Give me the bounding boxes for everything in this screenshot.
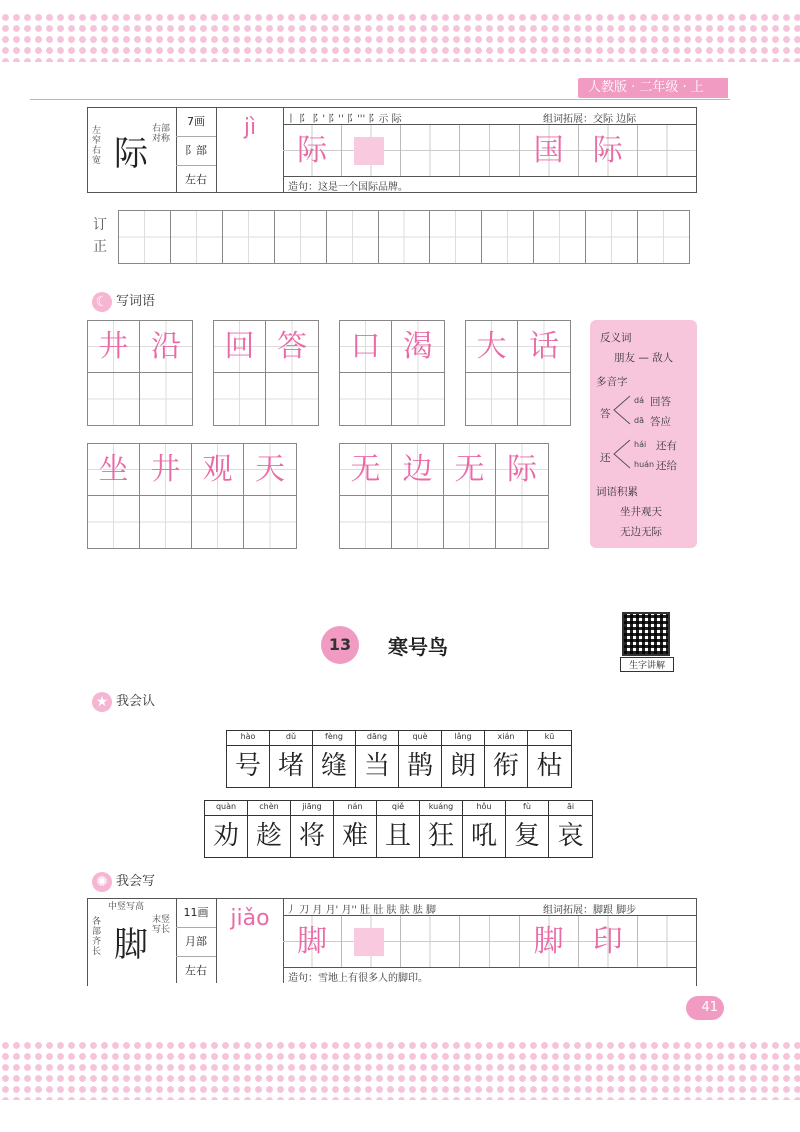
recognize-char	[334, 801, 377, 857]
recognize-char	[420, 801, 463, 857]
pinyin: fèng	[313, 732, 355, 746]
char-info	[176, 108, 217, 192]
practice-cell[interactable]	[283, 125, 342, 176]
example-sentence: 造句：雪地上有很多人的脚印。	[288, 973, 428, 984]
pinyin: jì	[217, 108, 284, 192]
write-cell[interactable]	[244, 496, 296, 548]
poly-char-da: 答	[600, 408, 611, 420]
qr-code-icon[interactable]	[622, 612, 670, 656]
pinyin: jiǎo	[217, 899, 284, 983]
write-cell[interactable]	[444, 496, 495, 548]
trace-block	[354, 928, 384, 956]
write-cell[interactable]	[88, 496, 139, 548]
correction-cell[interactable]	[223, 211, 275, 263]
stroke-order: 丨 阝 阝' 阝'' 阝''' 阝示 际	[286, 114, 402, 125]
poly-word: 答应	[650, 416, 671, 428]
correction-cell[interactable]	[275, 211, 327, 263]
pinyin: xián	[485, 732, 527, 746]
stroke-count: 11画	[176, 899, 216, 928]
practice-cells	[283, 916, 696, 967]
pinyin: āi	[549, 802, 592, 816]
practice-cell[interactable]	[579, 125, 638, 176]
pinyin: fù	[506, 802, 548, 816]
recognize-char	[549, 801, 592, 857]
correction-cell[interactable]	[327, 211, 379, 263]
pinyin: qiě	[377, 802, 419, 816]
pinyin: dāng	[356, 732, 398, 746]
word-char: 坐	[88, 444, 139, 496]
pinyin: lǎng	[442, 732, 484, 746]
correction-cell[interactable]	[171, 211, 223, 263]
correction-cell[interactable]	[638, 211, 689, 263]
poly-word: 回答	[650, 396, 671, 408]
practice-cell[interactable]	[460, 916, 519, 967]
stroke-order: 丿 刀 月 月' 月'' 肚 肚 肤 肤 胠 脚	[286, 905, 437, 916]
char-box	[88, 899, 177, 983]
edition-tag: 人教版 · 二年级 · 上	[578, 78, 728, 98]
cell-text: 印	[592, 924, 623, 959]
notes-panel	[590, 320, 697, 548]
write-cell[interactable]	[518, 373, 570, 425]
practice-cell[interactable]	[401, 916, 460, 967]
hanzi: 朗	[449, 751, 476, 781]
word-char: 边	[392, 444, 443, 496]
word-grid	[213, 320, 319, 426]
hanzi: 枯	[536, 751, 563, 781]
recognize-char	[377, 801, 420, 857]
word-char: 口	[340, 321, 391, 373]
idiom-grid	[87, 443, 297, 549]
star-icon: ★	[92, 692, 112, 712]
hanzi: 哀	[557, 821, 584, 851]
pinyin: hǒu	[463, 802, 505, 816]
word-char: 渴	[392, 321, 444, 373]
radical: 阝部	[176, 137, 216, 166]
write-cell[interactable]	[140, 496, 191, 548]
polyphone-title: 多音字	[596, 376, 628, 388]
word-char: 大	[466, 321, 517, 373]
hanzi: 当	[363, 751, 390, 781]
hanzi: 难	[341, 821, 368, 851]
correction-cell[interactable]	[379, 211, 431, 263]
poly-word: 还给	[656, 460, 677, 472]
pinyin: hái	[634, 440, 647, 449]
recognize-char	[313, 731, 356, 787]
char-card-ji	[87, 107, 697, 193]
hanzi: 劝	[212, 821, 239, 851]
pinyin: huán	[634, 460, 655, 469]
recognize-char	[270, 731, 313, 787]
word-char: 回	[214, 321, 265, 373]
correction-cell[interactable]	[430, 211, 482, 263]
word-grid	[339, 320, 445, 426]
hanzi: 狂	[427, 821, 454, 851]
write-words-heading	[92, 290, 155, 312]
pinyin: què	[399, 732, 441, 746]
word-char: 际	[496, 444, 548, 496]
word-char: 观	[192, 444, 243, 496]
recognize-heading	[92, 690, 155, 712]
recognize-char	[442, 731, 485, 787]
main-char: 际	[114, 134, 148, 174]
bracket-icon	[612, 438, 632, 470]
practice-cell[interactable]	[579, 916, 638, 967]
write-cell[interactable]	[88, 373, 139, 425]
antonym-title: 反义词	[600, 332, 632, 344]
write-cell[interactable]	[214, 373, 265, 425]
row-divider-bottom	[283, 176, 696, 177]
recognize-row-1	[226, 730, 572, 788]
hanzi: 号	[234, 751, 261, 781]
header-divider	[30, 99, 730, 100]
correction-cell[interactable]	[534, 211, 586, 263]
lesson-number: 13	[321, 626, 359, 664]
word-char: 天	[244, 444, 296, 496]
sun-icon: ✺	[92, 872, 112, 892]
correction-grid[interactable]	[118, 210, 690, 264]
hanzi: 堵	[277, 751, 304, 781]
word-extension: 组词拓展：脚跟 脚步	[543, 905, 637, 916]
hanzi: 衔	[492, 751, 519, 781]
practice-cell[interactable]	[638, 916, 696, 967]
idiom: 无边无际	[620, 526, 662, 538]
idiom-title: 词语积累	[596, 486, 638, 498]
hanzi: 且	[384, 821, 411, 851]
write-cell[interactable]	[392, 496, 443, 548]
moon-icon: ☾	[92, 292, 112, 312]
qr-label: 生字讲解	[620, 657, 674, 672]
write-cell[interactable]	[392, 373, 444, 425]
cell-text: 际	[297, 133, 328, 168]
practice-cell[interactable]	[342, 916, 401, 967]
bracket-icon	[612, 394, 632, 426]
top-note: 中竖写高	[108, 902, 145, 912]
pinyin: dá	[634, 396, 644, 405]
heading-text: 写词语	[116, 294, 156, 309]
recognize-char	[291, 801, 334, 857]
pinyin: hào	[227, 732, 269, 746]
recognize-char	[528, 731, 571, 787]
heading-text: 我会写	[116, 874, 156, 889]
hanzi: 鹊	[406, 751, 433, 781]
hanzi: 将	[298, 821, 325, 851]
heading-text: 我会认	[116, 694, 156, 709]
recognize-char	[227, 731, 270, 787]
lesson-title: 寒号鸟	[388, 635, 448, 659]
radical-note: 末竖写长	[152, 915, 171, 935]
hanzi: 趁	[255, 821, 282, 851]
cell-text: 脚	[533, 924, 564, 959]
pinyin: kū	[528, 732, 571, 746]
word-char: 井	[88, 321, 139, 373]
poly-word: 还有	[656, 440, 677, 452]
structure-note: 左窄右宽	[92, 126, 102, 166]
write-cell[interactable]	[266, 373, 318, 425]
pinyin: chèn	[248, 802, 290, 816]
practice-cell[interactable]	[638, 125, 696, 176]
practice-cell[interactable]	[520, 125, 579, 176]
practice-cells	[283, 125, 696, 176]
practice-cell[interactable]	[342, 125, 401, 176]
idiom-grid	[339, 443, 549, 549]
pinyin: jiāng	[291, 802, 333, 816]
recognize-char	[356, 731, 399, 787]
recognize-char	[205, 801, 248, 857]
recognize-char	[463, 801, 506, 857]
example-sentence: 造句：这是一个国际品牌。	[288, 182, 408, 193]
pinyin: nán	[334, 802, 376, 816]
write-chars-heading	[92, 870, 155, 892]
write-cell[interactable]	[192, 496, 243, 548]
structure-position: 左右	[185, 173, 207, 186]
write-cell[interactable]	[340, 373, 391, 425]
bottom-dot-band	[0, 1040, 800, 1100]
word-char: 井	[140, 444, 191, 496]
word-extension: 组词拓展：交际 边际	[543, 114, 637, 125]
pinyin: quàn	[205, 802, 247, 816]
row-divider-bottom	[283, 967, 696, 968]
hanzi: 缝	[320, 751, 347, 781]
pinyin: kuáng	[420, 802, 462, 816]
stroke-count: 7画	[176, 108, 216, 137]
pinyin: dǔ	[270, 732, 312, 746]
recognize-char	[506, 801, 549, 857]
page-number: 41	[686, 996, 724, 1020]
correction-cell[interactable]	[119, 211, 171, 263]
pinyin: dā	[634, 416, 644, 425]
practice-cell[interactable]	[401, 125, 460, 176]
radical: 月部	[176, 928, 216, 957]
word-char: 无	[340, 444, 391, 496]
word-char: 无	[444, 444, 495, 496]
write-cell[interactable]	[140, 373, 192, 425]
structure-position: 左右	[185, 964, 207, 977]
recognize-row-2	[204, 800, 593, 858]
word-char: 答	[266, 321, 318, 373]
idiom: 坐井观天	[620, 506, 662, 518]
hanzi: 吼	[470, 821, 497, 851]
main-char: 脚	[114, 925, 148, 965]
poly-char-huan: 还	[600, 452, 611, 464]
radical-note: 右部对称	[152, 124, 171, 144]
write-cell[interactable]	[340, 496, 391, 548]
char-card-jiao	[87, 898, 697, 986]
recognize-char	[485, 731, 528, 787]
write-cell[interactable]	[466, 373, 517, 425]
recognize-char	[248, 801, 291, 857]
top-dot-band	[0, 12, 800, 62]
correction-cell[interactable]	[586, 211, 638, 263]
cell-text: 国	[533, 133, 564, 168]
hanzi: 复	[513, 821, 540, 851]
practice-cell[interactable]	[460, 125, 519, 176]
structure-note: 各部齐长	[92, 917, 102, 957]
cell-text: 脚	[297, 924, 328, 959]
antonym-pair: 朋友 — 敌人	[614, 352, 674, 364]
word-grid	[465, 320, 571, 426]
trace-block	[354, 137, 384, 165]
word-char: 沿	[140, 321, 192, 373]
word-char: 话	[518, 321, 570, 373]
recognize-char	[399, 731, 442, 787]
correction-cell[interactable]	[482, 211, 534, 263]
cell-text: 际	[592, 133, 623, 168]
char-info	[176, 899, 217, 983]
char-box	[88, 108, 177, 192]
word-grid	[87, 320, 193, 426]
practice-cell[interactable]	[520, 916, 579, 967]
correction-label: 订正	[93, 217, 107, 255]
practice-cell[interactable]	[283, 916, 342, 967]
write-cell[interactable]	[496, 496, 548, 548]
